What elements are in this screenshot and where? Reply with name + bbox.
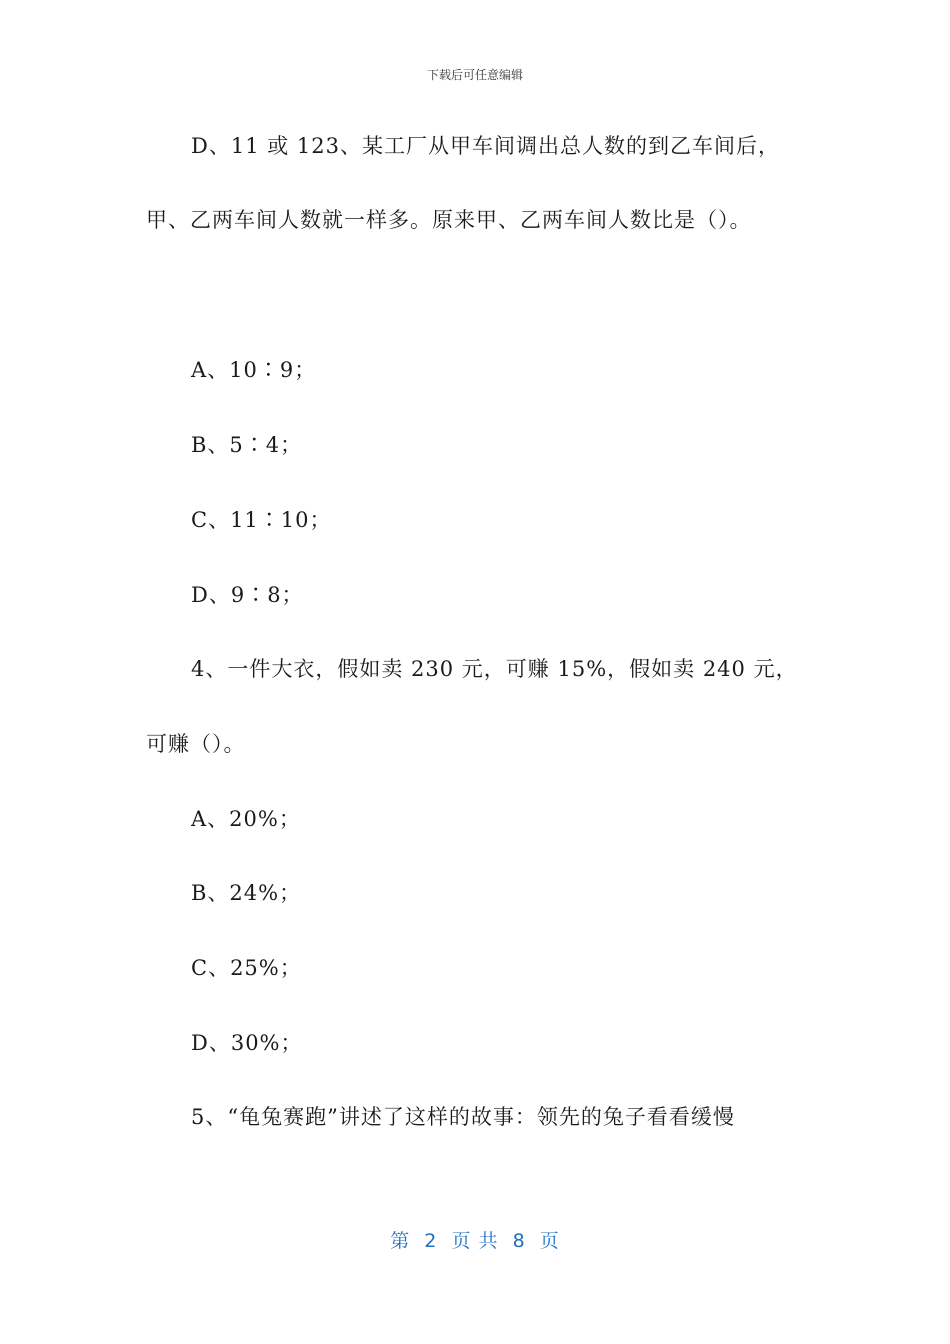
question-3-text-line-1: D、11 或 123、某工厂从甲车间调出总人数的到乙车间后， xyxy=(191,134,780,158)
question-5-text-line-1: 5、“龟兔赛跑”讲述了这样的故事：领先的兔子看看缓慢 xyxy=(191,1105,735,1129)
question-3-text-line-2: 甲、乙两车间人数就一样多。原来甲、乙两车间人数比是（）。 xyxy=(146,208,752,232)
option-b-q3: B、5∶4； xyxy=(191,433,303,457)
page-number-footer: 第 2 页 共 8 页 xyxy=(390,1230,560,1252)
option-b-q4: B、24%； xyxy=(191,881,302,905)
question-4-text-line-2: 可赚（）。 xyxy=(146,732,246,756)
option-d-q4: D、30%； xyxy=(191,1031,303,1055)
option-a-q3: A、10∶9； xyxy=(191,358,317,382)
header-note: 下载后可任意编辑 xyxy=(426,68,523,82)
option-c-q4: C、25%； xyxy=(191,956,302,980)
option-a-q4: A、20%； xyxy=(191,807,301,831)
option-d-q3: D、9∶8； xyxy=(191,583,304,607)
option-c-q3: C、11∶10； xyxy=(191,508,332,532)
question-4-text-line-1: 4、一件大衣，假如卖 230 元，可赚 15%，假如卖 240 元， xyxy=(191,657,798,681)
